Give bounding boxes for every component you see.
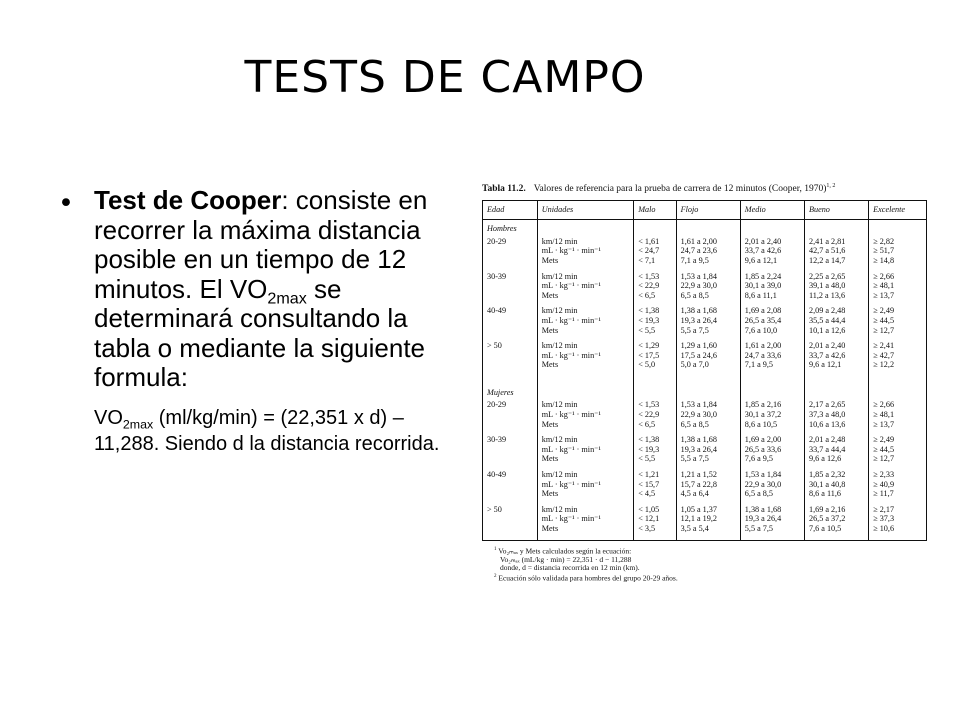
column-header: Bueno <box>804 201 868 220</box>
spacer-cell <box>869 376 927 384</box>
column-header: Malo <box>634 201 676 220</box>
age-cell: 30-39 <box>483 435 538 470</box>
bueno-cell: 2,01 a 2,40 33,7 a 42,6 9,6 a 12,1 <box>804 341 868 376</box>
empty-cell <box>804 384 868 398</box>
table-row <box>483 341 927 376</box>
medio-cell: 1,69 a 2,00 26,5 a 33,6 7,6 a 9,5 <box>740 435 804 470</box>
table-caption-sup: 1, 2 <box>826 183 836 189</box>
formula-subscript: 2max <box>122 416 154 431</box>
footnote-line: $^2$ Ecuación sólo validada para hombres del grupo 20-29 años. <box>494 573 678 583</box>
footnote-marker: 1 <box>494 546 497 552</box>
bueno-cell: 2,01 a 2,48 33,7 a 44,4 9,6 a 12,6 <box>804 435 868 470</box>
empty-cell <box>869 384 927 398</box>
excelente-cell: ≥ 2,49 ≥ 44,5 ≥ 12,7 <box>869 435 927 470</box>
malo-cell: < 1,53 < 22,9 < 6,5 <box>634 272 676 307</box>
spacer-cell <box>676 376 740 384</box>
flojo-cell: 1,53 a 1,84 22,9 a 30,0 6,5 a 8,5 <box>676 272 740 307</box>
age-cell: 20-29 <box>483 397 538 435</box>
bullet-text <box>94 186 466 393</box>
empty-cell <box>740 384 804 398</box>
bullet-body-end: se determinará consultando la tabla o mediante la siguiente formula: <box>94 273 426 392</box>
table-caption-text: Valores de referencia para la prueba de carrera de 12 minutos (Cooper, 1970) <box>533 184 827 195</box>
medio-cell: 1,53 a 1,84 22,9 a 30,0 6,5 a 8,5 <box>740 470 804 505</box>
cooper-reference-table <box>482 200 927 540</box>
empty-cell <box>634 220 676 234</box>
table-row <box>483 435 927 470</box>
units-cell: km/12 min mL · kg⁻¹ · min⁻¹ Mets <box>537 435 633 470</box>
malo-cell: < 1,21 < 15,7 < 4,5 <box>634 470 676 505</box>
excelente-cell: ≥ 2,33 ≥ 40,9 ≥ 11,7 <box>869 470 927 505</box>
slide-title: TESTS DE CAMPO <box>244 52 646 103</box>
formula-prefix: VO <box>94 406 123 429</box>
medio-cell: 1,85 a 2,24 30,1 a 39,0 8,6 a 11,1 <box>740 272 804 307</box>
medio-cell: 1,85 a 2,16 30,1 a 37,2 8,6 a 10,5 <box>740 397 804 435</box>
empty-cell <box>676 220 740 234</box>
bullet-body: : consiste en recorrer la máxima distancia posible en un tiempo de 12 minutos. El VO <box>94 185 428 304</box>
spacer-cell <box>804 376 868 384</box>
column-header: Unidades <box>537 201 633 220</box>
units-cell: km/12 min mL · kg⁻¹ · min⁻¹ Mets <box>537 397 633 435</box>
gender-row <box>483 220 927 234</box>
excelente-cell: ≥ 2,82 ≥ 51,7 ≥ 14,8 <box>869 234 927 272</box>
bueno-cell: 2,41 a 2,81 42,7 a 51,6 12,2 a 14,7 <box>804 234 868 272</box>
table-row <box>483 234 927 272</box>
bullet-item <box>58 186 468 393</box>
bullet-subscript: 2max <box>267 289 307 308</box>
bueno-cell: 1,69 a 2,16 26,5 a 37,2 7,6 a 10,5 <box>804 505 868 540</box>
flojo-cell: 1,38 a 1,68 19,3 a 26,4 5,5 a 7,5 <box>676 306 740 341</box>
units-cell: km/12 min mL · kg⁻¹ · min⁻¹ Mets <box>537 272 633 307</box>
excelente-cell: ≥ 2,66 ≥ 48,1 ≥ 13,7 <box>869 272 927 307</box>
column-header: Edad <box>483 201 538 220</box>
flojo-cell: 1,53 a 1,84 22,9 a 30,0 6,5 a 8,5 <box>676 397 740 435</box>
medio-cell: 1,38 a 1,68 19,3 a 26,4 5,5 a 7,5 <box>740 505 804 540</box>
excelente-cell: ≥ 2,41 ≥ 42,7 ≥ 12,2 <box>869 341 927 376</box>
formula-text <box>94 405 466 457</box>
spacer-cell <box>483 376 538 384</box>
excelente-cell: ≥ 2,17 ≥ 37,3 ≥ 10,6 <box>869 505 927 540</box>
age-cell: > 50 <box>483 505 538 540</box>
malo-cell: < 1,53 < 22,9 < 6,5 <box>634 397 676 435</box>
footnote-line: donde, d = distancia recorrida en 12 min (km). <box>500 563 640 573</box>
flojo-cell: 1,38 a 1,68 19,3 a 26,4 5,5 a 7,5 <box>676 435 740 470</box>
excelente-cell: ≥ 2,66 ≥ 48,1 ≥ 13,7 <box>869 397 927 435</box>
footnote-line: $^1$ Vo₂ₘₐₓ y Mets calculados según la ecuación: <box>494 546 632 556</box>
bueno-cell: 2,25 a 2,65 39,1 a 48,0 11,2 a 13,6 <box>804 272 868 307</box>
units-cell: km/12 min mL · kg⁻¹ · min⁻¹ Mets <box>537 234 633 272</box>
units-cell: km/12 min mL · kg⁻¹ · min⁻¹ Mets <box>537 505 633 540</box>
malo-cell: < 1,38 < 19,3 < 5,5 <box>634 435 676 470</box>
spacer-cell <box>537 376 633 384</box>
column-header: Medio <box>740 201 804 220</box>
table-row <box>483 470 927 505</box>
gender-label: Mujeres <box>483 384 538 398</box>
medio-cell: 1,69 a 2,08 26,5 a 35,4 7,6 a 10,0 <box>740 306 804 341</box>
units-cell: km/12 min mL · kg⁻¹ · min⁻¹ Mets <box>537 470 633 505</box>
malo-cell: < 1,29 < 17,5 < 5,0 <box>634 341 676 376</box>
spacer-cell <box>740 376 804 384</box>
empty-cell <box>634 384 676 398</box>
spacer-row <box>483 376 927 384</box>
empty-cell <box>869 220 927 234</box>
column-header: Excelente <box>869 201 927 220</box>
empty-cell <box>537 220 633 234</box>
table-footnotes <box>494 546 927 583</box>
gender-row <box>483 384 927 398</box>
bueno-cell: 1,85 a 2,32 30,1 a 40,8 8,6 a 11,6 <box>804 470 868 505</box>
medio-cell: 1,61 a 2,00 24,7 a 33,6 7,1 a 9,5 <box>740 341 804 376</box>
age-cell: 40-49 <box>483 306 538 341</box>
table-row <box>483 397 927 435</box>
excelente-cell: ≥ 2,49 ≥ 44,5 ≥ 12,7 <box>869 306 927 341</box>
table-caption <box>482 183 927 194</box>
bueno-cell: 2,17 a 2,65 37,3 a 48,0 10,6 a 13,6 <box>804 397 868 435</box>
spacer-cell <box>634 376 676 384</box>
age-cell: > 50 <box>483 341 538 376</box>
medio-cell: 2,01 a 2,40 33,7 a 42,6 9,6 a 12,1 <box>740 234 804 272</box>
table-row <box>483 505 927 540</box>
flojo-cell: 1,05 a 1,37 12,1 a 19,2 3,5 a 5,4 <box>676 505 740 540</box>
gender-label: Hombres <box>483 220 538 234</box>
units-cell: km/12 min mL · kg⁻¹ · min⁻¹ Mets <box>537 306 633 341</box>
malo-cell: < 1,05 < 12,1 < 3,5 <box>634 505 676 540</box>
bullet-dot-icon: • <box>58 188 74 219</box>
flojo-cell: 1,21 a 1,52 15,7 a 22,8 4,5 a 6,4 <box>676 470 740 505</box>
flojo-cell: 1,61 a 2,00 24,7 a 23,6 7,1 a 9,5 <box>676 234 740 272</box>
malo-cell: < 1,61 < 24,7 < 7,1 <box>634 234 676 272</box>
malo-cell: < 1,38 < 19,3 < 5,5 <box>634 306 676 341</box>
formula-body: (ml/kg/min) = (22,351 x d) – 11,288. Siendo d la distancia recorrida. <box>94 406 440 455</box>
table-number: Tabla 11.2. <box>482 184 526 195</box>
empty-cell <box>676 384 740 398</box>
units-cell: km/12 min mL · kg⁻¹ · min⁻¹ Mets <box>537 341 633 376</box>
footnote-marker: 2 <box>494 573 497 579</box>
table-row <box>483 272 927 307</box>
flojo-cell: 1,29 a 1,60 17,5 a 24,6 5,0 a 7,0 <box>676 341 740 376</box>
bullet-bold-term: Test de Cooper <box>94 185 282 215</box>
empty-cell <box>537 384 633 398</box>
bueno-cell: 2,09 a 2,48 35,5 a 44,4 10,1 a 12,6 <box>804 306 868 341</box>
table-row <box>483 306 927 341</box>
age-cell: 20-29 <box>483 234 538 272</box>
empty-cell <box>740 220 804 234</box>
reference-table-image <box>482 183 927 583</box>
column-header: Flojo <box>676 201 740 220</box>
table-header-row <box>483 201 927 220</box>
age-cell: 40-49 <box>483 470 538 505</box>
bullet-list <box>58 186 468 457</box>
footnote-line: Vo₂ₘₐₓ (mL/kg · min) = 22,351 · d − 11,288 <box>500 554 632 564</box>
empty-cell <box>804 220 868 234</box>
age-cell: 30-39 <box>483 272 538 307</box>
